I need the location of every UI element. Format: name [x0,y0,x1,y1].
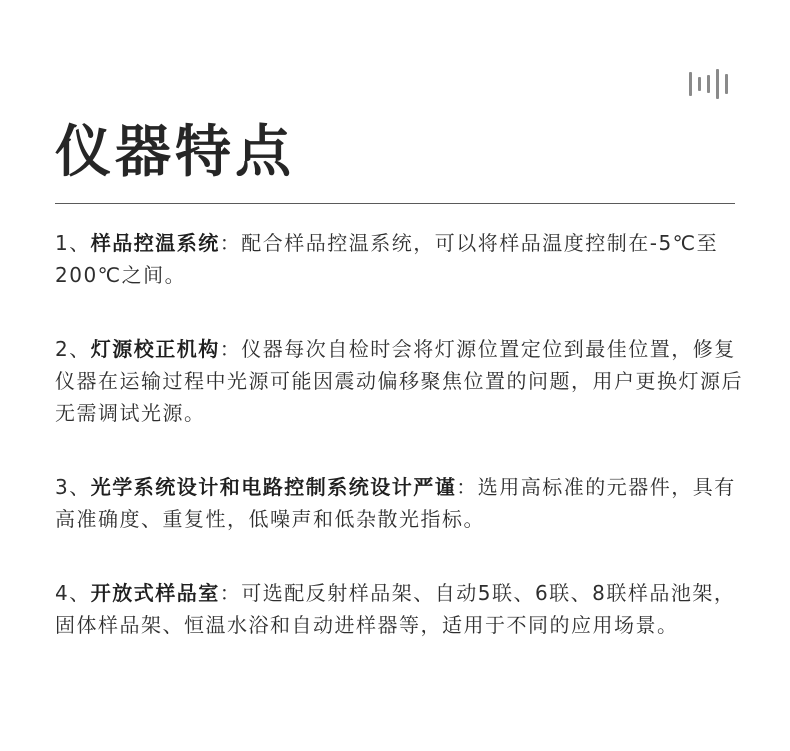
sound-bars-icon [688,69,736,99]
feature-item [55,471,745,535]
feature-text: 可选配反射样品架、自动5联、6联、8联样品池架，固体样品架、恒温水浴和自动进样器等，适用于不同的应用场景。 [55,581,736,637]
feature-text: 配合样品控温系统，可以将样品温度控制在-5℃至200℃之间。 [55,231,719,287]
deco-bar [689,72,692,96]
page-title: 仪器特点 [55,120,295,185]
title-divider [55,203,735,204]
feature-list [55,227,745,683]
feature-number: 2、 [55,337,91,361]
deco-bar [698,77,701,91]
feature-separator: ： [456,475,478,499]
feature-number: 1、 [55,231,91,255]
feature-separator: ： [219,581,242,605]
feature-key: 样品控温系统 [90,231,220,255]
feature-separator: ： [219,337,242,361]
deco-bar [707,75,710,93]
feature-key: 光学系统设计和电路控制系统设计严谨 [90,475,457,499]
feature-key: 开放式样品室 [90,581,220,605]
feature-number: 4、 [55,581,91,605]
feature-item [55,577,745,641]
feature-number: 3、 [55,475,91,499]
feature-separator: ： [219,231,242,255]
feature-item [55,333,745,429]
feature-text: 选用高标准的元器件，具有高准确度、重复性，低噪声和低杂散光指标。 [55,475,736,531]
deco-bar [725,74,728,94]
feature-item [55,227,745,291]
feature-key: 灯源校正机构 [90,337,220,361]
feature-text: 仪器每次自检时会将灯源位置定位到最佳位置，修复仪器在运输过程中光源可能因震动偏移聚焦位置的问题，用户更换灯源后无需调试光源。 [55,337,743,425]
deco-bar [716,69,719,99]
